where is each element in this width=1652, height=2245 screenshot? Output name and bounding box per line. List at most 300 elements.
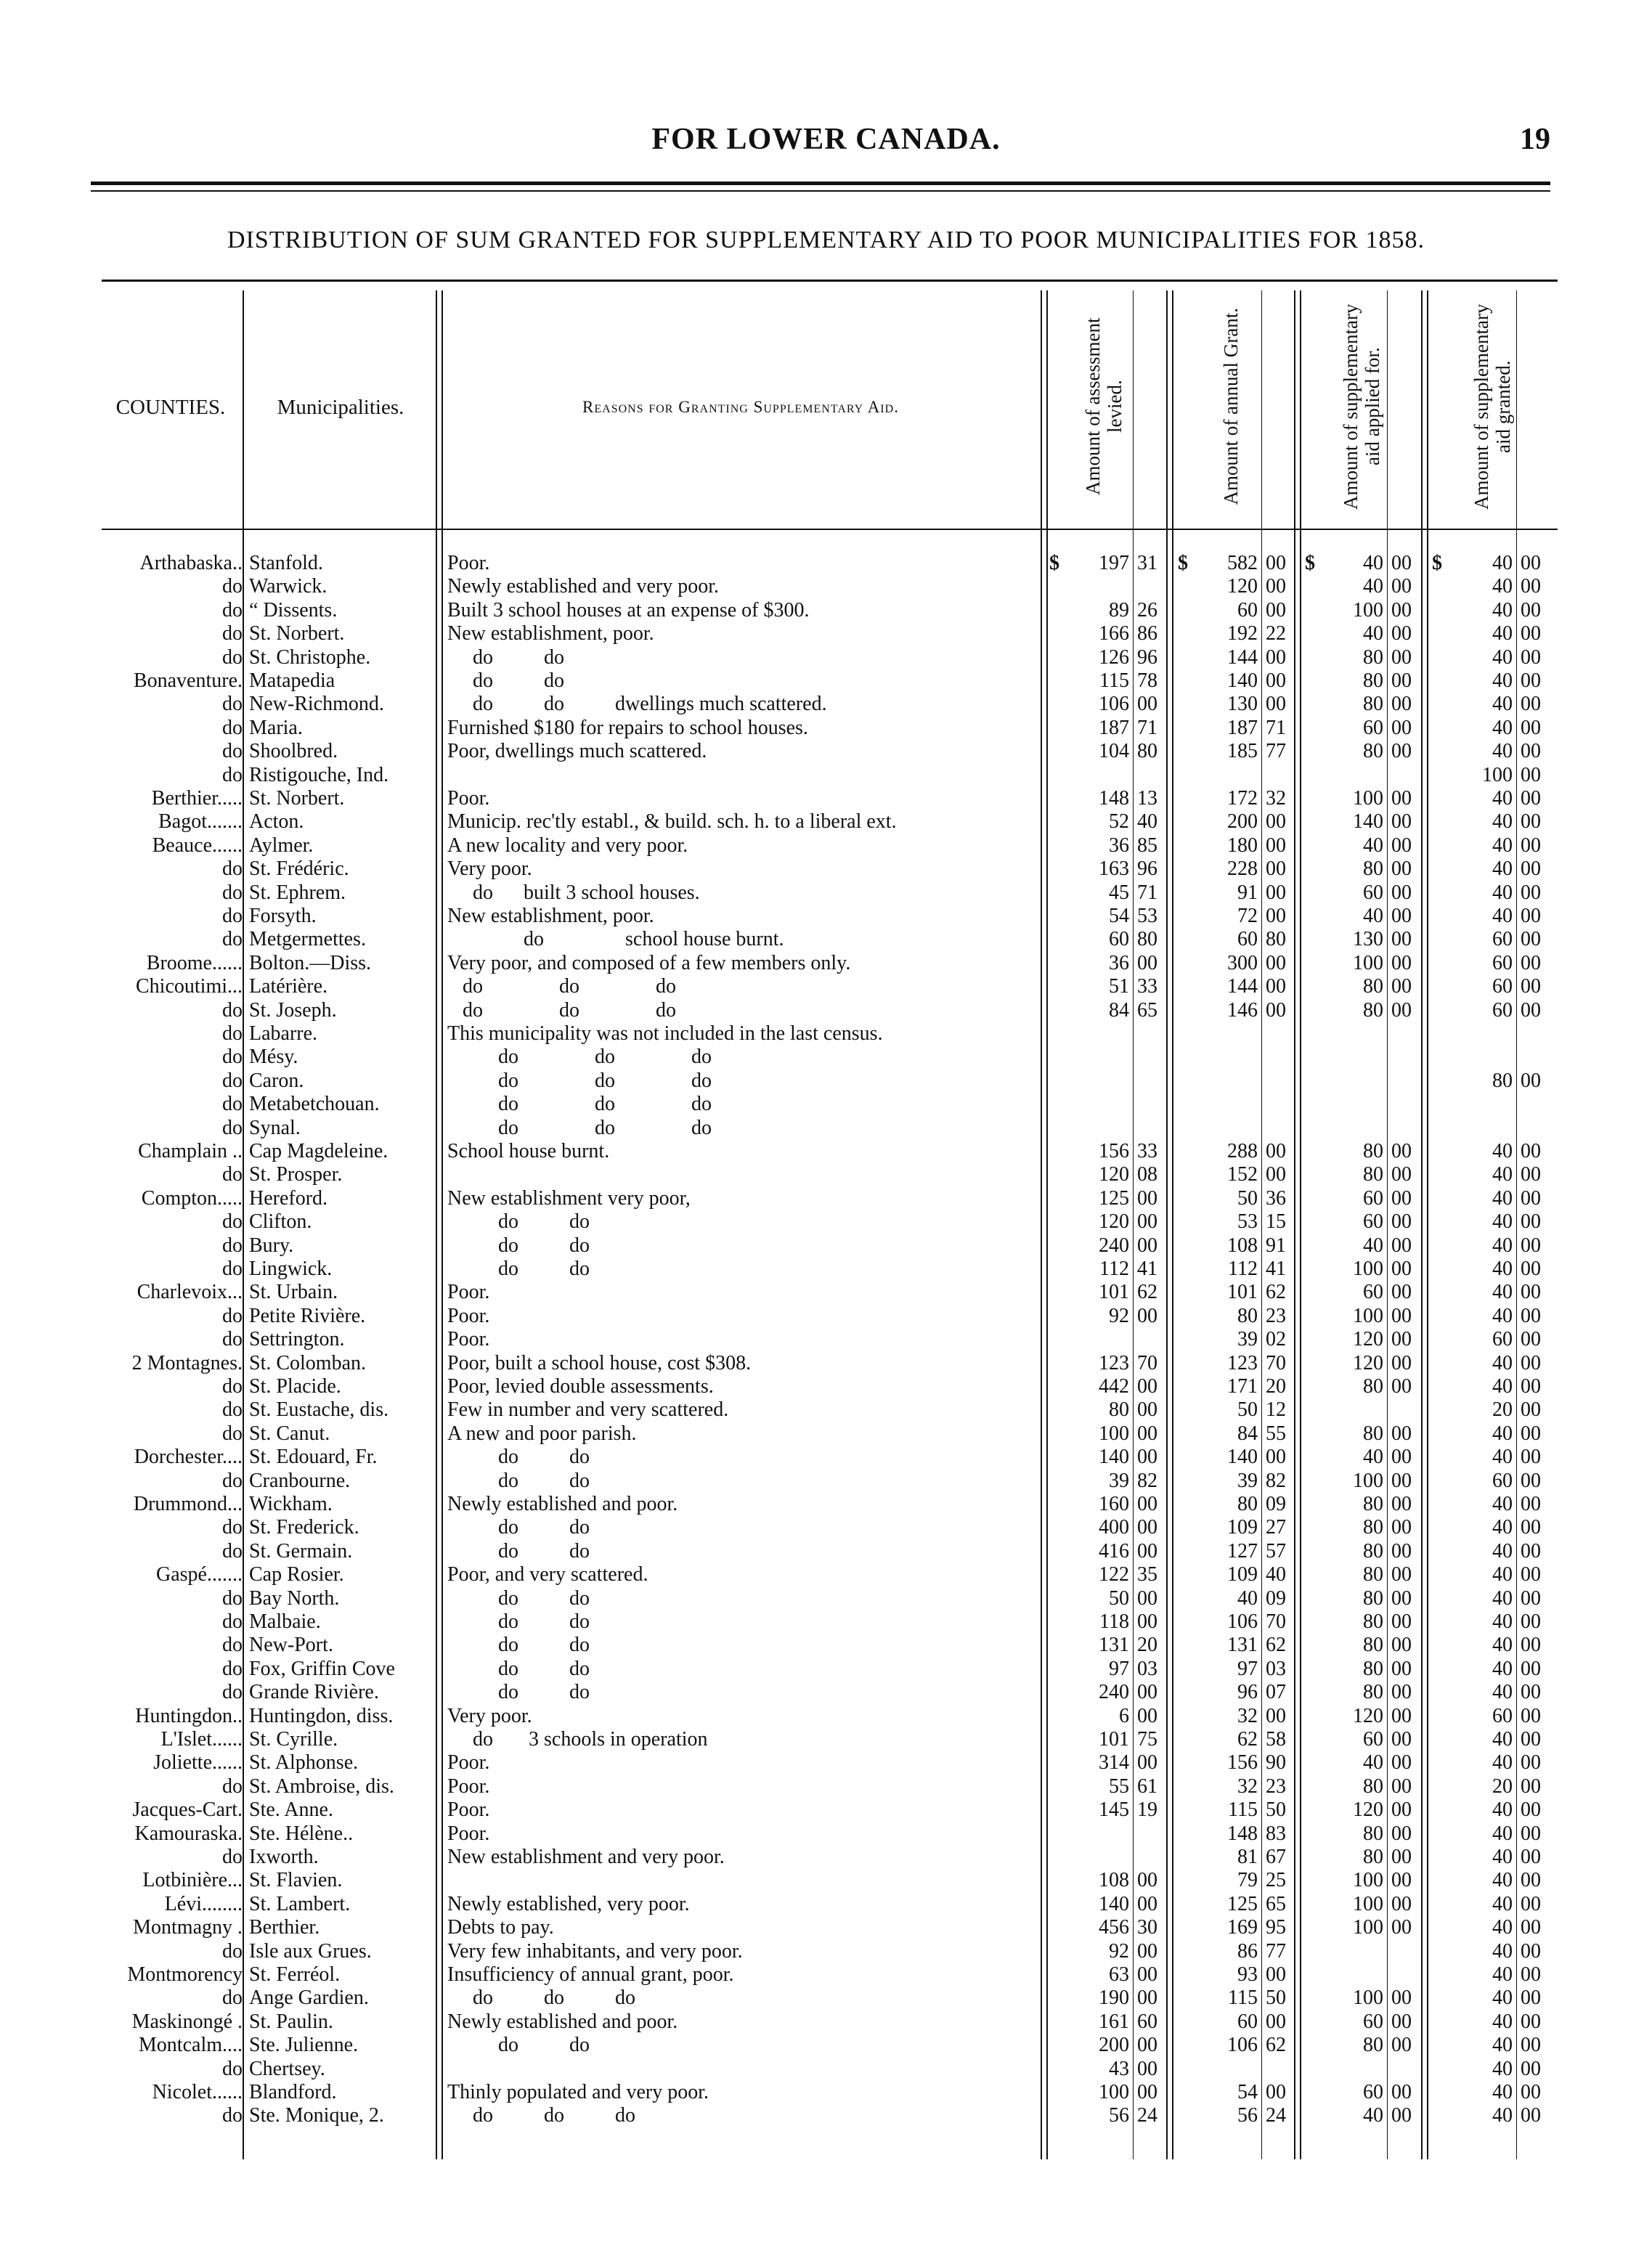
amount-dollars: 192 [1227,622,1258,645]
amount-cents: 00 [1521,2010,1541,2033]
amount-dollars: 130 [1227,693,1258,716]
amount-dollars: 80 [1363,1375,1383,1398]
municipality-cell: Wickham. [249,1493,333,1515]
amount-cents: 50 [1266,1798,1286,1822]
table-row [0,1328,1652,1351]
amount-dollars: 80 [1363,975,1383,998]
amount-cents: 00 [1391,857,1412,881]
amount-dollars: 60 [1363,2010,1383,2033]
amount-dollars: 40 [1492,2104,1513,2127]
amount-cents: 65 [1137,998,1157,1022]
amount-dollars: 92 [1109,1304,1129,1327]
amount-cents: 00 [1521,1704,1541,1727]
amount-dollars: 40 [1492,575,1513,598]
amount-cents: 00 [1266,810,1286,834]
reason-cell: do do [447,1610,590,1633]
amount-cents: 00 [1521,2057,1541,2080]
reason-cell: do do [447,1234,590,1257]
amount-dollars: 80 [1363,1516,1383,1539]
table-row [0,1563,1652,1586]
county-cell: Berthier..... [151,787,243,810]
amount-cents: 00 [1391,1798,1412,1822]
amount-cents: 00 [1521,1163,1541,1186]
table-row [0,1775,1652,1798]
amount-dollars: 100 [1482,763,1513,786]
amount-cents: 00 [1521,1728,1541,1751]
table-row [0,1846,1652,1869]
county-cell: do [222,1022,243,1045]
amount-cents: 00 [1521,834,1541,857]
county-cell: do [222,645,243,669]
amount-cents: 78 [1137,669,1157,692]
amount-dollars: 96 [1237,1681,1258,1704]
reason-cell: Built 3 school houses at an expense of $300. [447,598,810,622]
reason-cell: New establishment very poor, [447,1186,691,1210]
table-row [0,2058,1652,2081]
table-row [0,975,1652,998]
amount-cents: 00 [1266,857,1286,881]
amount-dollars: 54 [1109,905,1129,927]
table-row [0,1798,1652,1822]
amount-cents: 00 [1391,998,1412,1022]
amount-cents: 00 [1521,598,1541,622]
amount-dollars: 125 [1227,1892,1258,1915]
amount-cents: 00 [1521,1657,1541,1680]
amount-dollars: 97 [1237,1657,1258,1680]
amount-dollars: 40 [1492,552,1513,574]
amount-dollars: 50 [1109,1586,1129,1610]
municipality-cell: Maria. [249,716,303,739]
amount-dollars: 56 [1237,2104,1258,2127]
reason-cell: do do [447,1681,590,1704]
amount-dollars: 80 [1363,1634,1383,1657]
amount-cents: 00 [1266,1704,1286,1727]
amount-dollars: 100 [1099,1422,1129,1445]
running-head [0,122,1652,166]
amount-cents: 00 [1266,1140,1286,1162]
reason-cell: do do [447,1539,590,1562]
amount-cents: 00 [1521,928,1541,951]
municipality-cell: St. Edouard, Fr. [249,1446,378,1469]
amount-cents: 00 [1521,1751,1541,1775]
reason-cell: Newly established and very poor. [447,575,720,598]
amount-cents: 00 [1521,1916,1541,1939]
amount-dollars: 40 [1492,1728,1513,1751]
amount-cents: 08 [1137,1163,1157,1186]
amount-dollars: 80 [1363,1563,1383,1586]
amount-cents: 09 [1266,1493,1286,1515]
amount-dollars: 84 [1109,998,1129,1022]
amount-cents: 00 [1521,669,1541,692]
municipality-cell: Ste. Julienne. [249,2034,359,2057]
amount-dollars: 160 [1099,1493,1129,1515]
amount-dollars: 40 [1492,1210,1513,1234]
amount-dollars: 40 [1492,716,1513,739]
amount-dollars: 40 [1492,1446,1513,1469]
amount-cents: 71 [1137,716,1157,739]
amount-dollars: 32 [1237,1775,1258,1798]
amount-cents: 00 [1391,1822,1412,1845]
amount-dollars: 60 [1363,1728,1383,1751]
reason-cell: Poor. [447,787,490,810]
amount-cents: 00 [1391,1586,1412,1610]
reason-cell: do do [447,1657,590,1680]
header-rule-thin [91,190,1550,192]
amount-dollars: 240 [1099,1234,1129,1257]
table-row [0,1258,1652,1281]
amount-cents: 20 [1266,1375,1286,1398]
amount-dollars: 62 [1237,1728,1258,1751]
amount-cents: 00 [1137,1939,1157,1963]
amount-dollars: 456 [1099,1916,1129,1939]
amount-cents: 60 [1137,2010,1157,2033]
amount-dollars: 104 [1099,740,1129,763]
amount-dollars: 118 [1099,1610,1129,1633]
column-header-counties: COUNTIES. [115,396,226,419]
amount-dollars: 40 [1363,1234,1383,1257]
municipality-cell: Shoolbred. [249,740,338,763]
amount-dollars: 40 [1492,1539,1513,1562]
amount-cents: 12 [1266,1398,1286,1422]
municipality-cell: St. Ephrem. [249,881,346,904]
amount-dollars: 161 [1099,2010,1129,2033]
amount-dollars: 97 [1109,1657,1129,1680]
amount-cents: 23 [1266,1775,1286,1798]
county-cell: Broome...... [146,951,243,974]
column-header-assessment [1049,290,1158,523]
county-cell: do [222,1539,243,1562]
amount-cents: 00 [1137,1422,1157,1445]
table-row [0,1681,1652,1704]
municipality-cell: Blandford. [249,2081,337,2103]
reason-cell: A new and poor parish. [447,1422,637,1445]
amount-cents: 53 [1137,905,1157,927]
amount-cents: 00 [1521,1892,1541,1915]
county-cell: do [222,693,243,716]
municipality-cell: Ristigouche, Ind. [249,763,389,786]
municipality-cell: St. Christophe. [249,645,371,669]
currency-symbol: $ [1049,552,1059,574]
county-cell: do [222,622,243,645]
amount-cents: 00 [1521,2081,1541,2103]
amount-cents: 00 [1391,1351,1412,1374]
reason-cell: Municip. rec'tly establ., & build. sch. h. to a liberal ext. [447,810,897,834]
municipality-cell: St. Prosper. [249,1163,343,1186]
county-cell: Montmagny . [133,1916,243,1939]
amount-dollars: 140 [1227,1446,1258,1469]
amount-dollars: 100 [1353,1469,1383,1492]
amount-dollars: 163 [1099,857,1129,881]
reason-cell: do do [447,645,564,669]
reason-cell: Poor, levied double assessments. [447,1375,714,1398]
county-cell: do [222,575,243,598]
municipality-cell: St. Ferréol. [249,1963,341,1986]
amount-cents: 31 [1137,552,1157,574]
amount-cents: 00 [1391,669,1412,692]
county-cell: do [222,740,243,763]
reason-cell: do do do [447,1987,635,2010]
amount-cents: 00 [1266,2081,1286,2103]
reason-cell: do do do [447,1069,712,1092]
amount-dollars: 131 [1227,1634,1258,1657]
amount-cents: 00 [1391,1469,1412,1492]
table-row [0,669,1652,693]
amount-dollars: 40 [1492,905,1513,927]
reason-cell: do do [447,1634,590,1657]
amount-dollars: 60 [1237,928,1258,951]
table-row [0,1187,1652,1210]
amount-cents: 35 [1137,1563,1157,1586]
table-row [0,1493,1652,1516]
amount-cents: 24 [1266,2104,1286,2127]
amount-dollars: 122 [1099,1563,1129,1586]
amount-dollars: 40 [1492,1186,1513,1210]
reason-cell: Newly established and poor. [447,1493,678,1515]
municipality-cell: Metabetchouan. [249,1093,380,1116]
amount-dollars: 148 [1099,787,1129,810]
amount-dollars: 169 [1227,1916,1258,1939]
amount-dollars: 197 [1099,552,1129,574]
amount-cents: 00 [1391,1422,1412,1445]
amount-dollars: 100 [1353,1304,1383,1327]
county-cell: Arthabaska.. [139,552,243,574]
amount-cents: 13 [1137,787,1157,810]
amount-cents: 00 [1521,1846,1541,1868]
running-title: FOR LOWER CANADA. [651,123,1001,156]
amount-dollars: 101 [1227,1281,1258,1304]
amount-cents: 80 [1266,928,1286,951]
amount-dollars: 40 [1492,693,1513,716]
table-row [0,1893,1652,1916]
amount-dollars: 120 [1353,1798,1383,1822]
amount-dollars: 20 [1492,1775,1513,1798]
county-cell: do [222,598,243,622]
amount-cents: 00 [1391,1539,1412,1562]
amount-dollars: 171 [1227,1375,1258,1398]
municipality-cell: Ixworth. [249,1846,319,1868]
amount-cents: 70 [1266,1610,1286,1633]
table-row [0,810,1652,834]
amount-cents: 00 [1521,1681,1541,1704]
amount-dollars: 109 [1227,1516,1258,1539]
county-cell: Nicolet...... [152,2081,243,2103]
amount-dollars: 40 [1492,1493,1513,1515]
amount-cents: 00 [1137,1892,1157,1915]
amount-cents: 00 [1391,881,1412,904]
amount-dollars: 180 [1227,834,1258,857]
reason-cell: do do do [447,1046,712,1069]
amount-dollars: 166 [1099,622,1129,645]
county-cell: Bagot....... [158,810,243,834]
amount-cents: 62 [1266,1281,1286,1304]
amount-dollars: 101 [1099,1728,1129,1751]
municipality-cell: St. Urbain. [249,1281,338,1304]
table-row [0,905,1652,928]
amount-cents: 33 [1137,1140,1157,1162]
table-row [0,1516,1652,1539]
table-row [0,1963,1652,1987]
amount-cents: 00 [1521,1351,1541,1374]
amount-dollars: 240 [1099,1681,1129,1704]
amount-dollars: 152 [1227,1163,1258,1186]
amount-cents: 00 [1266,693,1286,716]
county-cell: do [222,857,243,881]
reason-cell: do do dwellings much scattered. [447,693,827,716]
amount-dollars: 40 [1492,598,1513,622]
table-row [0,599,1652,622]
amount-dollars: 100 [1353,1892,1383,1915]
amount-cents: 00 [1391,1210,1412,1234]
amount-dollars: 40 [1492,1163,1513,1186]
amount-cents: 00 [1521,998,1541,1022]
amount-cents: 00 [1521,1563,1541,1586]
amount-cents: 00 [1521,1140,1541,1162]
amount-cents: 90 [1266,1751,1286,1775]
municipality-cell: St. Cyrille. [249,1728,338,1751]
amount-dollars: 40 [1492,881,1513,904]
table-row [0,1069,1652,1093]
column-header-annual-grant-text: Amount of annual Grant. [1220,308,1242,505]
amount-dollars: 400 [1099,1516,1129,1539]
reason-cell: do do do [447,998,676,1022]
amount-cents: 62 [1137,1281,1157,1304]
amount-cents: 00 [1391,1328,1412,1351]
amount-cents: 55 [1266,1422,1286,1445]
table-row [0,1587,1652,1610]
amount-dollars: 187 [1099,716,1129,739]
amount-dollars: 40 [1237,1586,1258,1610]
amount-dollars: 120 [1099,1163,1129,1186]
reason-cell: do do [447,1469,590,1492]
amount-dollars: 40 [1492,645,1513,669]
amount-cents: 00 [1521,552,1541,574]
amount-cents: 00 [1521,1987,1541,2010]
amount-cents: 00 [1521,810,1541,834]
table-row [0,1398,1652,1422]
amount-dollars: 100 [1353,1987,1383,2010]
amount-dollars: 131 [1099,1634,1129,1657]
municipality-cell: St. Colomban. [249,1351,367,1374]
reason-cell: Very poor. [447,857,532,881]
amount-dollars: 60 [1363,881,1383,904]
reason-cell: do do [447,1516,590,1539]
amount-cents: 00 [1391,598,1412,622]
amount-cents: 67 [1266,1846,1286,1868]
amount-dollars: 60 [1363,1210,1383,1234]
amount-cents: 00 [1137,2034,1157,2057]
county-cell: do [222,2104,243,2127]
amount-cents: 00 [1391,1563,1412,1586]
amount-cents: 00 [1391,645,1412,669]
amount-dollars: 100 [1353,951,1383,974]
amount-dollars: 72 [1237,905,1258,927]
county-cell: Montmorency [127,1963,243,1986]
header-rule [91,182,1550,185]
amount-cents: 00 [1266,552,1286,574]
amount-dollars: 40 [1492,622,1513,645]
amount-cents: 00 [1521,1775,1541,1798]
reason-cell: Insufficiency of annual grant, poor. [447,1963,734,1986]
table-row [0,1634,1652,1657]
amount-dollars: 40 [1363,905,1383,927]
municipality-cell: Forsyth. [249,905,317,927]
amount-cents: 00 [1391,1657,1412,1680]
amount-cents: 00 [1391,1846,1412,1868]
amount-cents: 58 [1266,1728,1286,1751]
amount-dollars: 200 [1227,810,1258,834]
amount-dollars: 63 [1109,1963,1129,1986]
amount-cents: 00 [1391,905,1412,927]
amount-cents: 27 [1266,1516,1286,1539]
county-cell: L'Islet...... [160,1728,243,1751]
reason-cell: Poor. [447,1281,490,1304]
amount-dollars: 39 [1237,1469,1258,1492]
amount-cents: 00 [1137,1493,1157,1515]
amount-dollars: 80 [1363,1163,1383,1186]
amount-cents: 00 [1266,834,1286,857]
table-row [0,928,1652,951]
amount-cents: 00 [1521,1516,1541,1539]
municipality-cell: Caron. [249,1069,304,1092]
amount-dollars: 81 [1237,1846,1258,1868]
amount-cents: 00 [1521,1634,1541,1657]
table-title: DISTRIBUTION OF SUM GRANTED FOR SUPPLEMENTARY AID TO POOR MUNICIPALITIES FOR 1858. [227,227,1425,253]
amount-cents: 00 [1266,598,1286,622]
table-top-rule [102,280,1558,282]
amount-cents: 00 [1521,1610,1541,1633]
municipality-cell: Cranbourne. [249,1469,351,1492]
amount-cents: 26 [1137,598,1157,622]
amount-dollars: 40 [1363,1751,1383,1775]
amount-dollars: 40 [1492,2057,1513,2080]
header-bottom-rule [102,529,1558,530]
table-row [0,717,1652,740]
amount-dollars: 100 [1353,787,1383,810]
amount-dollars: 100 [1353,598,1383,622]
reason-cell: Poor, and very scattered. [447,1563,648,1586]
amount-cents: 41 [1137,1258,1157,1280]
table-row [0,1375,1652,1398]
amount-dollars: 60 [1109,928,1129,951]
county-cell: do [222,1093,243,1116]
amount-cents: 00 [1266,1446,1286,1469]
amount-cents: 00 [1521,787,1541,810]
amount-cents: 62 [1266,1634,1286,1657]
table-row [0,1610,1652,1634]
county-cell: do [222,1681,243,1704]
amount-dollars: 40 [1492,1140,1513,1162]
table-row [0,1163,1652,1186]
county-cell: do [222,1116,243,1139]
municipality-cell: Cap Rosier. [249,1563,344,1586]
amount-dollars: 80 [1363,645,1383,669]
amount-dollars: 156 [1227,1751,1258,1775]
county-cell: Joliette...... [153,1751,243,1775]
amount-cents: 02 [1266,1328,1286,1351]
reason-cell: do do [447,1586,590,1610]
table-row [0,1210,1652,1234]
amount-cents: 00 [1391,787,1412,810]
amount-cents: 40 [1137,810,1157,834]
amount-cents: 00 [1391,975,1412,998]
amount-cents: 50 [1266,1987,1286,2010]
county-cell: Drummond... [133,1493,243,1515]
amount-cents: 00 [1137,1869,1157,1892]
amount-cents: 00 [1521,1469,1541,1492]
amount-cents: 00 [1521,740,1541,763]
municipality-cell: St. Flavien. [249,1869,343,1892]
amount-dollars: 93 [1237,1963,1258,1986]
